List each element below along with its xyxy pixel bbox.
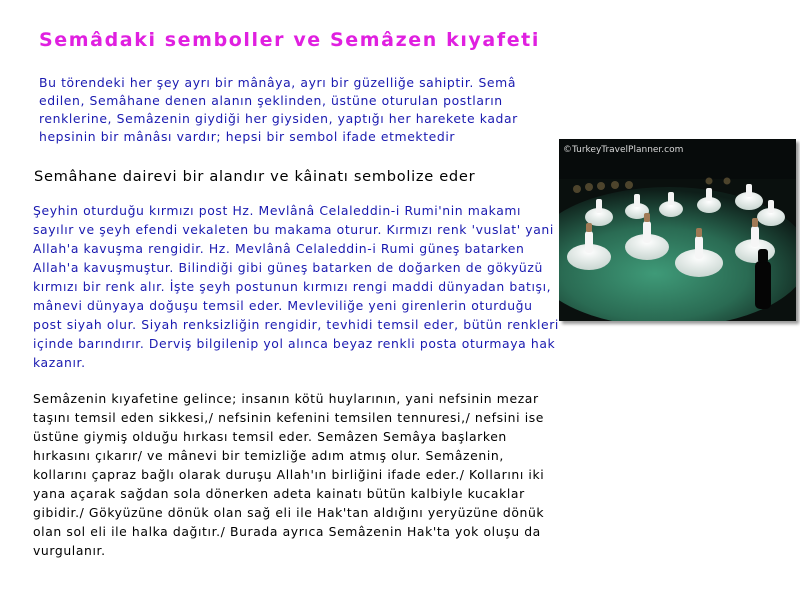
page-title: Semâdaki semboller ve Semâzen kıyafeti bbox=[39, 29, 540, 51]
dervish-photo bbox=[559, 139, 796, 321]
section-subheading: Semâhane dairevi bir alandır ve kâinatı sembolize eder bbox=[34, 168, 476, 185]
photo-watermark: ©TurkeyTravelPlanner.com bbox=[563, 145, 684, 155]
post-colors-paragraph: Şeyhin oturduğu kırmızı post Hz. Mevlânâ Celaleddin-i Rumi'nin makamı sayılır ve şeyh efendi vekaleten bu makama oturur. Kırmızı renk 'vuslat' yani Allah'a kavuşma rengidir. Hz. Mevlânâ Celaleddin-i Rumi güneş batarken Allah'a kavuşmuştur. Bilindiği gibi güneş batarken de doğarken de gökyüzü kırmızı bir renk alır. İşte şeyh postunun kırmızı rengi maddi dünyadan batışı, mânevi dünyaya doğuşu temsil eder. Mevleviliğe yeni girenlerin oturduğu post siyah olur. Siyah renksizliğin rengidir, tevhidi temsil eder, bütün renkleri içinde barındırır. Derviş bilgilenip yol alınca beyaz renkli posta oturmaya hak kazanır. bbox=[33, 203, 559, 370]
intro-paragraph: Bu törendeki her şey ayrı bir mânâya, ayrı bir güzelliğe sahiptir. Semâ edilen, Semâhane denen alanın şeklinden, üstüne oturulan postların renklerine, Semâzenin giydiği her giysiden, yaptığı her harekete kadar hepsinin bir mânâsı vardır; hepsi bir sembol ifade etmektedir bbox=[39, 75, 518, 144]
whirling-dervishes-photo bbox=[559, 139, 796, 321]
semazen-clothing-paragraph: Semâzenin kıyafetine gelince; insanın kötü huylarının, yani nefsinin mezar taşını temsil eden sikkesi,/ nefsinin kefenini temsilen tennuresi,/ nefsini ise üstüne giymiş olduğu hırkası temsil eder. Semâzen Semâya başlarken hırkasını çıkarır/ ve mânevi bir temizliğe adım atmış olur. Semâzenin, kollarını çapraz bağlı olarak duruşu Allah'ın birliğini ifade eder./ Kollarını iki yana açarak sağdan sola dönerken adeta kainatı bütün kalbiyle kucaklar gibidir./ Gökyüzüne dönük olan sağ eli ile Hak'tan aldığını yeryüzüne dönük olan sol eli ile halka dağıtır./ Burada ayrıca Semâzenin Hak'ta yok oluşu da vurgulanır. bbox=[33, 391, 545, 558]
